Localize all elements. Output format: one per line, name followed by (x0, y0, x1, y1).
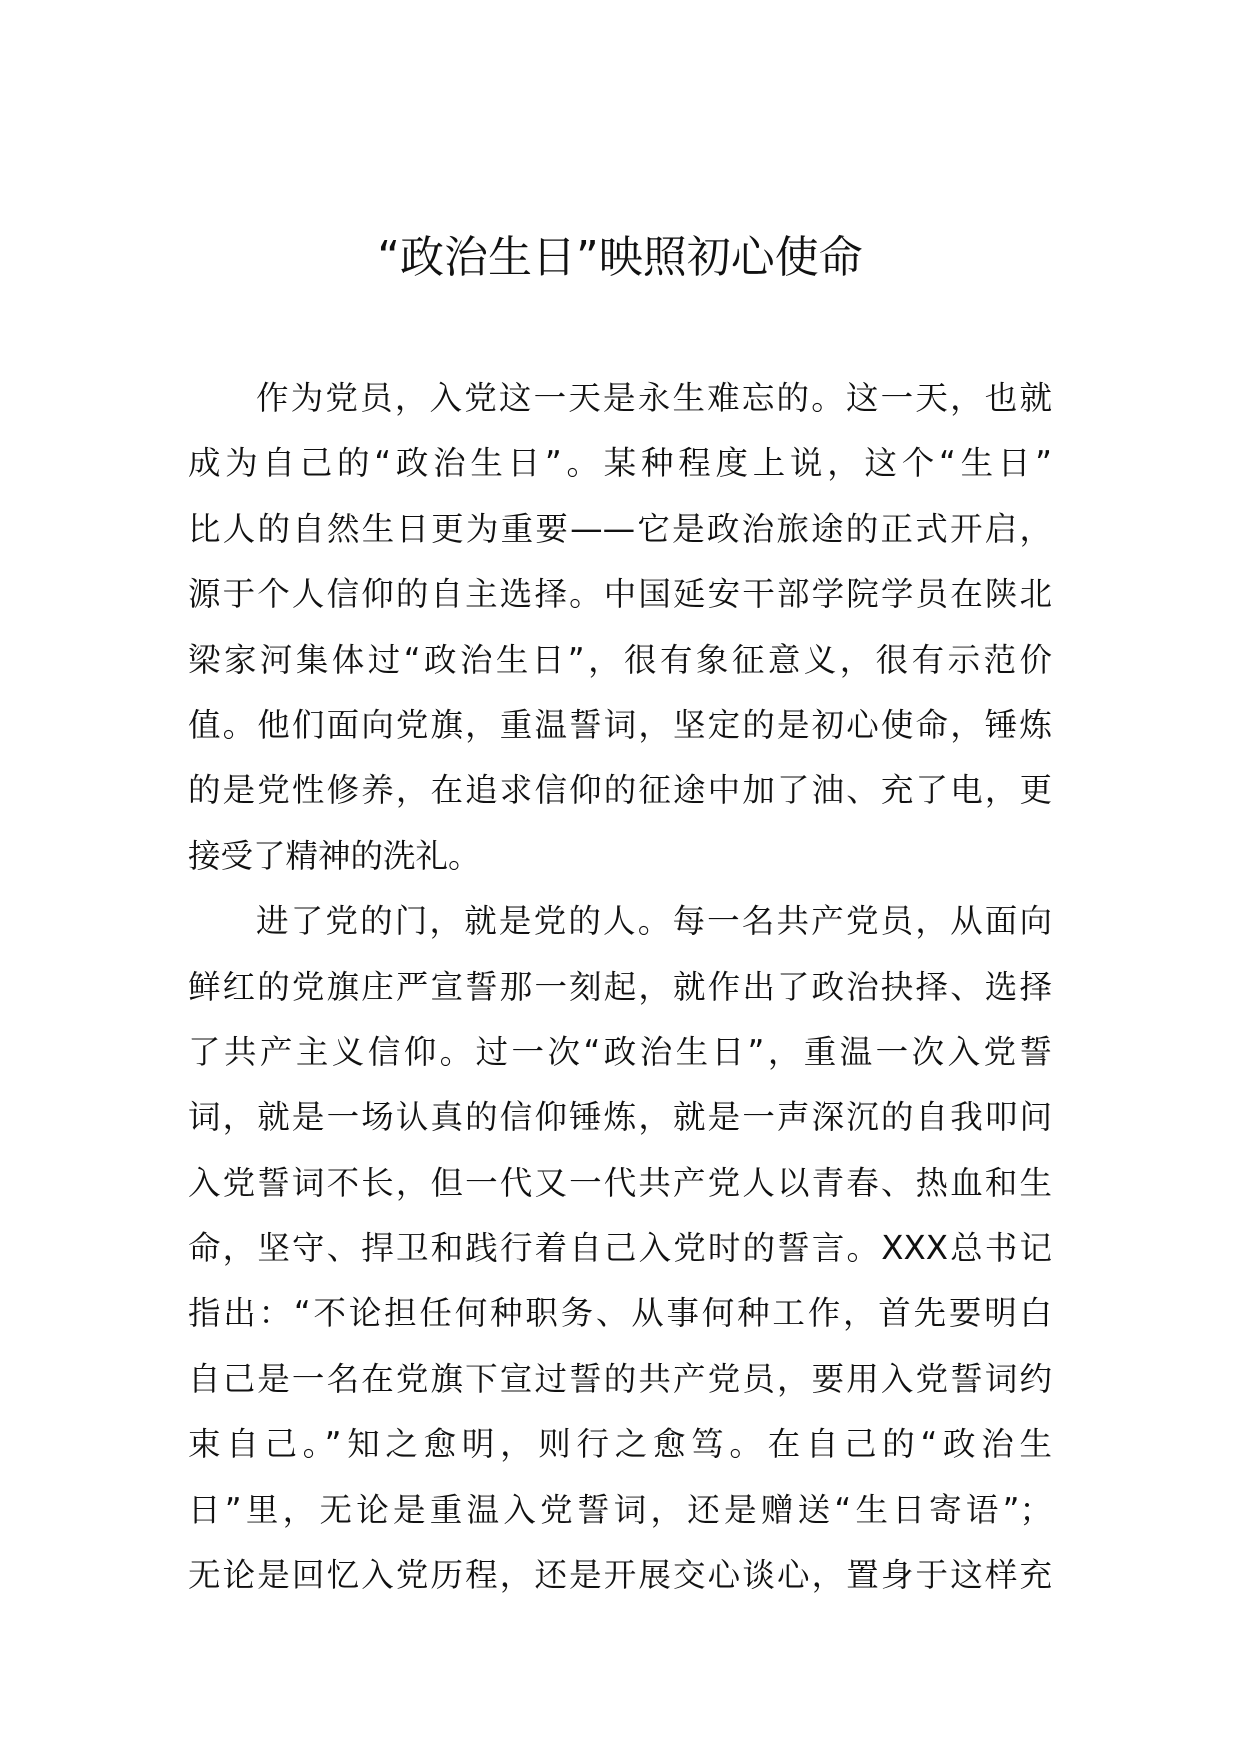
body-line: 入党誓词不长，但一代又一代共产党人以青春、热血和生 (188, 1163, 1052, 1202)
body-line: 词，就是一场认真的信仰锤炼，就是一声深沉的自我叩问 (188, 1098, 1052, 1137)
body-line: 束自己。”知之愈明，则行之愈笃。在自己的“政治生 (188, 1425, 1052, 1464)
body-line: 鲜红的党旗庄严宣誓那一刻起，就作出了政治抉择、选择 (188, 967, 1052, 1006)
body-line: 的是党性修养，在追求信仰的征途中加了油、充了电，更 (188, 771, 1052, 810)
body-line: 无论是回忆入党历程，还是开展交心谈心，置身于这样充 (188, 1556, 1052, 1595)
body-line: 自己是一名在党旗下宣过誓的共产党员，要用入党誓词约 (188, 1359, 1052, 1398)
body-line: 源于个人信仰的自主选择。中国延安干部学院学员在陕北 (188, 575, 1052, 614)
document-body (188, 366, 1052, 1608)
body-line: 接受了精神的洗礼。 (188, 836, 481, 875)
body-line: 指出：“不论担任何种职务、从事何种工作，首先要明白 (188, 1294, 1052, 1333)
body-line: 进了党的门，就是党的人。每一名共产党员，从面向 (256, 902, 1052, 941)
body-line: 值。他们面向党旗，重温誓词，坚定的是初心使命，锤炼 (188, 705, 1052, 744)
body-line: 梁家河集体过“政治生日”，很有象征意义，很有示范价 (188, 640, 1052, 679)
body-line: 日”里，无论是重温入党誓词，还是赠送“生日寄语”； (188, 1490, 1052, 1529)
document-title: “政治生日”映照初心使命 (377, 232, 863, 283)
body-line: 成为自己的“政治生日”。某种程度上说，这个“生日” (188, 444, 1052, 483)
body-line: 了共产主义信仰。过一次“政治生日”，重温一次入党誓 (188, 1032, 1052, 1071)
body-line: 作为党员，入党这一天是永生难忘的。这一天，也就 (256, 379, 1052, 417)
body-line: 比人的自然生日更为重要——它是政治旅途的正式开启， (188, 509, 1052, 548)
body-line: 命，坚守、捍卫和践行着自己入党时的誓言。XXX总书记 (188, 1229, 1052, 1268)
